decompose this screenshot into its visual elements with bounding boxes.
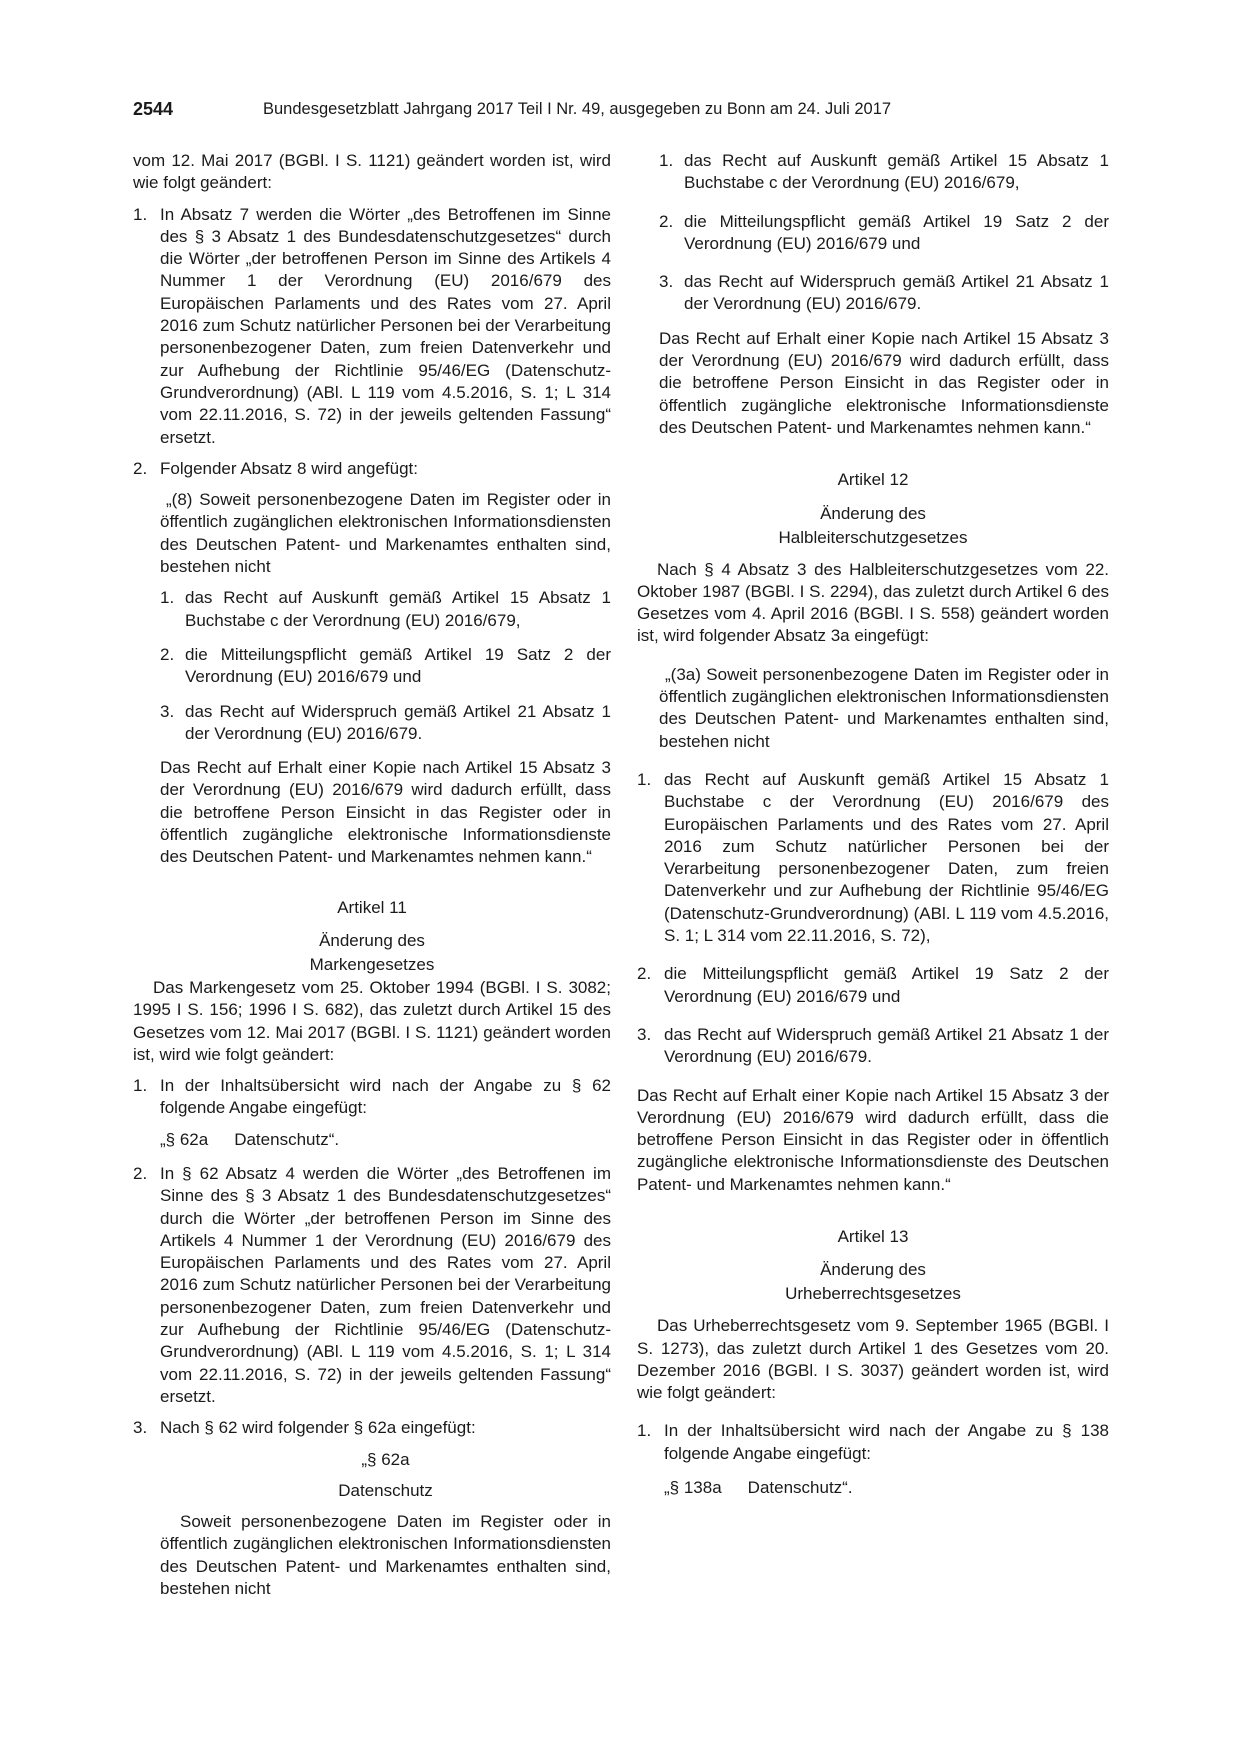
item-text: das Recht auf Auskunft gemäß Artikel 15 Absatz 1 Buchstabe c der Verordnung (EU) 2016/679, bbox=[185, 588, 611, 630]
page-number: 2544 bbox=[133, 99, 174, 119]
item-text: das Recht auf Auskunft gemäß Artikel 15 Absatz 1 Buchstabe c der Verordnung (EU) 2016/679, bbox=[684, 151, 1109, 193]
quoted-paragraph: „(8) Soweit personenbezogene Daten im Register oder in öffentlich zugänglichen elektronischen Informationsdiensten des Deutschen Patent- und Markenamtes enthalten sind, bestehen nicht bbox=[160, 490, 611, 577]
list-item bbox=[637, 963, 1109, 1008]
item-text: In der Inhaltsübersicht wird nach der Angabe zu § 62 folgende Angabe eingefügt: bbox=[160, 1076, 611, 1118]
item-number: 2. bbox=[133, 1163, 148, 1183]
right-column bbox=[637, 150, 1109, 1499]
section-paragraph: Soweit personenbezogene Daten im Register oder in öffentlich zugänglichen elektronischen Informationsdiensten des Deutschen Patent- und Markenamtes enthalten sind, bestehen nicht bbox=[160, 1512, 611, 1599]
item-text: Nach § 62 wird folgender § 62a eingefügt: bbox=[160, 1418, 476, 1438]
item-text: die Mitteilungspflicht gemäß Artikel 19 Satz 2 der Verordnung (EU) 2016/679 und bbox=[185, 644, 611, 687]
item-number: 3. bbox=[133, 1418, 148, 1438]
item-number: 2. bbox=[659, 211, 674, 231]
copy-paragraph: Das Recht auf Erhalt einer Kopie nach Artikel 15 Absatz 3 der Verordnung (EU) 2016/679 wird dadurch erfüllt, dass die betroffene Person Einsicht in das Register oder in öffentlich zugängliche elektronische Informationsdienste des Deutschen Patent- und Markenamtes nehmen kann.“ bbox=[637, 1085, 1109, 1194]
list-item bbox=[133, 1417, 611, 1439]
item-text: In § 62 Absatz 4 werden die Wörter „des Betroffenen im Sinne des § 3 Absatz 1 des Bundesdatenschutzgesetzes“ durch die Wörter „der betroffenen Person im Sinne des Artikels 4 Nummer 1 der Verordnung (EU) 2016/679 des Europäischen Parlaments und des Rates vom 27. April 2016 zum Schutz natürlicher Personen bei der Verarbeitung personenbezogener Daten, zum freien Datenverkehr und zur Aufhebung der Richtlinie 95/46/EG (Datenschutz-Grundverordnung) (ABl. L 119 vom 4.5.2016, S. 1; L 314 vom 22.11.2016, S. 72) in der jeweils geltenden Fassung“ ersetzt. bbox=[160, 1163, 611, 1406]
quoted-title: Datenschutz“. bbox=[747, 1478, 853, 1498]
item-number: 1. bbox=[637, 1421, 652, 1441]
section-title: Datenschutz bbox=[338, 1480, 433, 1500]
list-item bbox=[133, 1163, 611, 1408]
running-head: Bundesgesetzblatt Jahrgang 2017 Teil I Nr. 49, ausgegeben zu Bonn am 24. Juli 2017 bbox=[263, 100, 892, 118]
section-heading: „§ 62a bbox=[361, 1449, 410, 1469]
item-text: In Absatz 7 werden die Wörter „des Betroffenen im Sinne des § 3 Absatz 1 des Bundesdatenschutzgesetzes“ durch die Wörter „der betroffenen Person im Sinne des Artikels 4 Nummer 1 der Verordnung (EU) 2016/679 des Europäischen Parlaments und des Rates vom 27. April 2016 zum Schutz natürlicher Personen bei der Verarbeitung personenbezogener Daten, zum freien Datenverkehr und zur Aufhebung der Richtlinie 95/46/EG (Datenschutz-Grundverordnung) (ABl. L 119 vom 4.5.2016, S. 1; L 314 vom 22.11.2016, S. 72) in der jeweils geltenden Fassung“ ersetzt. bbox=[160, 204, 611, 447]
sub-list bbox=[133, 587, 611, 745]
quoted-section: „§ 138a bbox=[664, 1478, 722, 1498]
list-item bbox=[133, 1075, 611, 1120]
item-number: 1. bbox=[133, 1076, 148, 1096]
item-text: In der Inhaltsübersicht wird nach der Angabe zu § 138 folgende Angabe eingefügt: bbox=[664, 1421, 1109, 1463]
item-text: das Recht auf Widerspruch gemäß Artikel 21 Absatz 1 der Verordnung (EU) 2016/679. bbox=[664, 1024, 1109, 1067]
quoted-entry bbox=[133, 1129, 611, 1151]
item-number: 1. bbox=[659, 151, 674, 170]
quoted-title: Datenschutz“. bbox=[234, 1129, 340, 1149]
subtitle-line: Änderung des bbox=[820, 1260, 926, 1280]
item-number: 1. bbox=[133, 204, 148, 224]
subtitle-line: Markengesetzes bbox=[309, 954, 435, 974]
quoted-section: „§ 62a bbox=[160, 1129, 209, 1149]
list-item bbox=[637, 769, 1109, 947]
list-item bbox=[133, 204, 611, 449]
item-number: 3. bbox=[160, 701, 175, 721]
list-item bbox=[160, 644, 611, 689]
list-item bbox=[160, 701, 611, 746]
item-number: 2. bbox=[637, 964, 652, 984]
list-item bbox=[160, 587, 611, 632]
subtitle-line: Änderung des bbox=[319, 930, 425, 950]
article-12-title: Artikel 12 bbox=[837, 470, 909, 490]
item-number: 2. bbox=[160, 644, 175, 664]
item-text: Folgender Absatz 8 wird angefügt: bbox=[160, 458, 418, 478]
list-item bbox=[659, 271, 1109, 316]
copy-paragraph: Das Recht auf Erhalt einer Kopie nach Artikel 15 Absatz 3 der Verordnung (EU) 2016/679 wird dadurch erfüllt, dass die betroffene Person Einsicht in das Register oder in öffentlich zugängliche elektronische Informationsdienste des Deutschen Patent- und Markenamtes nehmen kann.“ bbox=[160, 758, 611, 867]
subtitle-line: Halbleiterschutzgesetzes bbox=[778, 527, 968, 547]
item-text: das Recht auf Widerspruch gemäß Artikel 21 Absatz 1 der Verordnung (EU) 2016/679. bbox=[185, 701, 611, 743]
page-header bbox=[133, 99, 1113, 125]
subtitle-line: Änderung des bbox=[820, 503, 926, 523]
left-column bbox=[133, 150, 611, 1600]
quoted-paragraph: „(3a) Soweit personenbezogene Daten im Register oder in öffentlich zugänglichen elektronischen Informationsdiensten des Deutschen Patent- und Markenamtes enthalten sind, bestehen nicht bbox=[659, 664, 1109, 751]
item-text: das Recht auf Auskunft gemäß Artikel 15 Absatz 1 Buchstabe c der Verordnung (EU) 2016/679 des Europäischen Parlaments und des Rates vom 27. April 2016 zum Schutz natürlicher Personen bei der Verarbeitung personenbezogener Daten, zum freien Datenverkehr und zur Aufhebung der Richtlinie 95/46/EG (Datenschutz-Grundverordnung) (ABl. L 119 vom 4.5.2016, S. 1; L 314 vom 22.11.2016, S. 72), bbox=[664, 769, 1109, 946]
article-12-intro: Nach § 4 Absatz 3 des Halbleiterschutzgesetzes vom 22. Oktober 1987 (BGBl. I S. 2294), das zuletzt durch Artikel 6 des Gesetzes vom 4. April 2016 (BGBl. I S. 558) geändert worden ist, wird folgender Absatz 3a eingefügt: bbox=[637, 559, 1109, 646]
sub-list bbox=[637, 150, 1109, 316]
list-item bbox=[637, 1024, 1109, 1069]
item-number: 2. bbox=[133, 458, 148, 478]
quoted-entry bbox=[637, 1477, 1109, 1499]
copy-paragraph: Das Recht auf Erhalt einer Kopie nach Artikel 15 Absatz 3 der Verordnung (EU) 2016/679 wird dadurch erfüllt, dass die betroffene Person Einsicht in das Register oder in öffentlich zugängliche elektronische Informationsdienste des Deutschen Patent- und Markenamtes nehmen kann.“ bbox=[659, 328, 1109, 437]
item-number: 3. bbox=[637, 1024, 652, 1044]
list-item bbox=[133, 458, 611, 480]
article-11-subtitle bbox=[133, 929, 611, 977]
article-13-intro: Das Urheberrechtsgesetz vom 9. September 1965 (BGBl. I S. 1273), das zuletzt durch Artikel 1 des Gesetzes vom 20. Dezember 2016 (BGBl. I S. 3037) geändert worden ist, wird wie folgt geändert: bbox=[637, 1316, 1109, 1403]
item-number: 1. bbox=[637, 769, 652, 789]
list-item bbox=[659, 211, 1109, 256]
list-item bbox=[659, 150, 1109, 195]
item-text: das Recht auf Widerspruch gemäß Artikel 21 Absatz 1 der Verordnung (EU) 2016/679. bbox=[684, 272, 1109, 314]
item-number: 3. bbox=[659, 272, 674, 292]
list-item bbox=[637, 1420, 1109, 1465]
item-number: 1. bbox=[160, 588, 175, 608]
article-12-subtitle bbox=[637, 502, 1109, 550]
item-text: die Mitteilungspflicht gemäß Artikel 19 Satz 2 der Verordnung (EU) 2016/679 und bbox=[664, 964, 1109, 1006]
subtitle-line: Urheberrechtsgesetzes bbox=[785, 1284, 961, 1304]
article-11-intro: Das Markengesetz vom 25. Oktober 1994 (BGBl. I S. 3082; 1995 I S. 156; 1996 I S. 682), das zuletzt durch Artikel 15 des Gesetzes vom 12. Mai 2017 (BGBl. I S. 1121) geändert worden ist, wird wie folgt geändert: bbox=[133, 977, 611, 1064]
article-13-subtitle bbox=[637, 1258, 1109, 1306]
intro-paragraph: vom 12. Mai 2017 (BGBl. I S. 1121) geändert worden ist, wird wie folgt geändert: bbox=[133, 151, 611, 193]
item-text: die Mitteilungspflicht gemäß Artikel 19 Satz 2 der Verordnung (EU) 2016/679 und bbox=[684, 211, 1109, 253]
article-11-title: Artikel 11 bbox=[337, 897, 407, 917]
article-13-title: Artikel 13 bbox=[837, 1226, 909, 1246]
